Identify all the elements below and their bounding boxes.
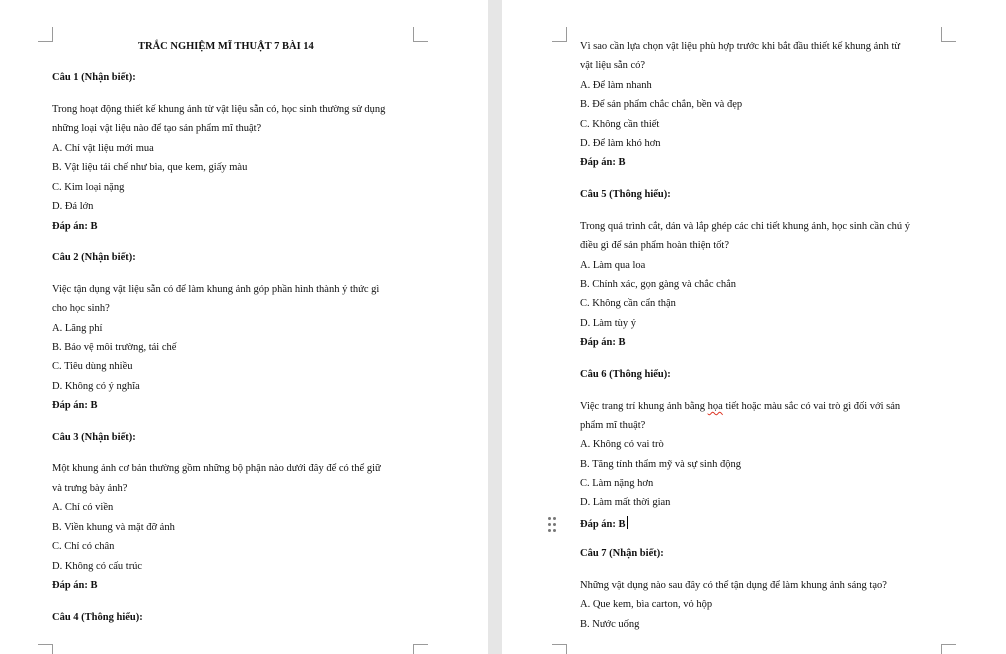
- answer-option[interactable]: A. Lãng phí: [52, 323, 103, 334]
- spelling-error-word[interactable]: họa: [707, 401, 723, 412]
- question-heading[interactable]: Câu 7 (Nhận biết):: [580, 548, 664, 559]
- answer-option[interactable]: C. Tiêu dùng nhiều: [52, 361, 133, 372]
- answer-option[interactable]: A. Để làm nhanh: [580, 80, 652, 91]
- question-heading[interactable]: Câu 3 (Nhận biết):: [52, 432, 136, 443]
- crop-mark-top-right: [941, 27, 956, 42]
- answer-option[interactable]: B. Nước uống: [580, 619, 640, 630]
- answer-key[interactable]: Đáp án: B: [580, 157, 626, 168]
- answer-option[interactable]: B. Chính xác, gọn gàng và chắc chắn: [580, 279, 736, 290]
- document-page-left[interactable]: [0, 0, 488, 654]
- question-text[interactable]: phẩm mĩ thuật?: [580, 420, 646, 431]
- answer-key[interactable]: Đáp án: B: [52, 580, 98, 591]
- question-heading[interactable]: Câu 2 (Nhận biết):: [52, 252, 136, 263]
- answer-option[interactable]: D. Không có cấu trúc: [52, 561, 143, 572]
- question-text[interactable]: Trong hoạt động thiết kế khung ảnh từ vật liệu sẵn có, học sinh thường sử dụng: [52, 104, 386, 115]
- answer-option[interactable]: D. Làm tùy ý: [580, 318, 636, 329]
- answer-option[interactable]: B. Viền khung và mặt đỡ ảnh: [52, 522, 175, 533]
- question-heading[interactable]: Câu 5 (Thông hiểu):: [580, 189, 671, 200]
- answer-option[interactable]: A. Không có vai trò: [580, 439, 664, 450]
- answer-key-text: Đáp án: B: [580, 519, 626, 530]
- answer-key[interactable]: Đáp án: B: [580, 337, 626, 348]
- question-text[interactable]: và trưng bày ảnh?: [52, 483, 128, 494]
- answer-option[interactable]: C. Không cần cẩn thận: [580, 298, 676, 309]
- answer-option[interactable]: B. Tăng tính thẩm mỹ và sự sinh động: [580, 459, 741, 470]
- answer-option[interactable]: D. Để làm khó hơn: [580, 138, 661, 149]
- answer-option[interactable]: C. Chỉ có chân: [52, 541, 115, 552]
- crop-mark-top-right: [413, 27, 428, 42]
- question-text[interactable]: vật liệu sẵn có?: [580, 60, 646, 71]
- question-text[interactable]: những loại vật liệu nào để tạo sản phẩm mĩ thuật?: [52, 123, 262, 134]
- answer-option[interactable]: A. Làm qua loa: [580, 260, 646, 271]
- answer-option[interactable]: A. Chỉ vật liệu mới mua: [52, 143, 154, 154]
- answer-option[interactable]: C. Làm nặng hơn: [580, 478, 654, 489]
- question-text[interactable]: cho học sinh?: [52, 303, 110, 314]
- answer-option[interactable]: B. Để sản phẩm chắc chắn, bền và đẹp: [580, 99, 743, 110]
- question-text[interactable]: Những vật dụng nào sau đây có thể tận dụng để làm khung ảnh sáng tạo?: [580, 580, 887, 591]
- question-text[interactable]: Trong quá trình cắt, dán và lắp ghép các chi tiết khung ảnh, học sinh cần chú ý: [580, 221, 910, 232]
- crop-mark-bottom-right: [941, 644, 956, 654]
- question-heading[interactable]: Câu 1 (Nhận biết):: [52, 72, 136, 83]
- question-text[interactable]: Một khung ảnh cơ bản thường gồm những bộ phận nào dưới đây để có thể giữ: [52, 463, 381, 474]
- drag-handle-icon[interactable]: [548, 517, 556, 533]
- question-text[interactable]: [580, 400, 900, 414]
- question-heading[interactable]: Câu 4 (Thông hiểu):: [52, 612, 143, 623]
- crop-mark-bottom-right: [413, 644, 428, 654]
- answer-option[interactable]: A. Que kem, bìa carton, vỏ hộp: [580, 599, 713, 610]
- crop-mark-top-left: [38, 27, 53, 42]
- question-text-part: tiết hoặc màu sắc có vai trò gì đối với sản: [725, 401, 901, 412]
- answer-option[interactable]: D. Đá lớn: [52, 201, 94, 212]
- answer-key[interactable]: [580, 516, 628, 532]
- question-heading[interactable]: Câu 6 (Thông hiểu):: [580, 369, 671, 380]
- text-cursor: [627, 516, 628, 529]
- answer-key[interactable]: Đáp án: B: [52, 221, 98, 232]
- question-text[interactable]: Việc tận dụng vật liệu sẵn có để làm khung ảnh góp phần hình thành ý thức gì: [52, 284, 380, 295]
- answer-option[interactable]: C. Kim loại nặng: [52, 182, 125, 193]
- answer-option[interactable]: B. Bảo vệ môi trường, tái chế: [52, 342, 177, 353]
- answer-key[interactable]: Đáp án: B: [52, 400, 98, 411]
- question-text[interactable]: Vì sao cần lựa chọn vật liệu phù hợp trước khi bắt đầu thiết kế khung ảnh từ: [580, 41, 901, 52]
- document-title[interactable]: TRẮC NGHIỆM MĨ THUẬT 7 BÀI 14: [138, 41, 314, 52]
- crop-mark-top-left: [552, 27, 567, 42]
- question-text-part: Việc trang trí khung ảnh bằng: [580, 401, 706, 412]
- crop-mark-bottom-left: [552, 644, 567, 654]
- crop-mark-bottom-left: [38, 644, 53, 654]
- answer-option[interactable]: D. Làm mất thời gian: [580, 497, 671, 508]
- question-text[interactable]: điều gì để sản phẩm hoàn thiện tốt?: [580, 240, 730, 251]
- document-page-right[interactable]: [502, 0, 1006, 654]
- answer-option[interactable]: B. Vật liệu tái chế như bìa, que kem, giấy màu: [52, 162, 248, 173]
- answer-option[interactable]: C. Không cần thiết: [580, 119, 660, 130]
- answer-option[interactable]: A. Chỉ có viền: [52, 502, 114, 513]
- answer-option[interactable]: D. Không có ý nghĩa: [52, 381, 140, 392]
